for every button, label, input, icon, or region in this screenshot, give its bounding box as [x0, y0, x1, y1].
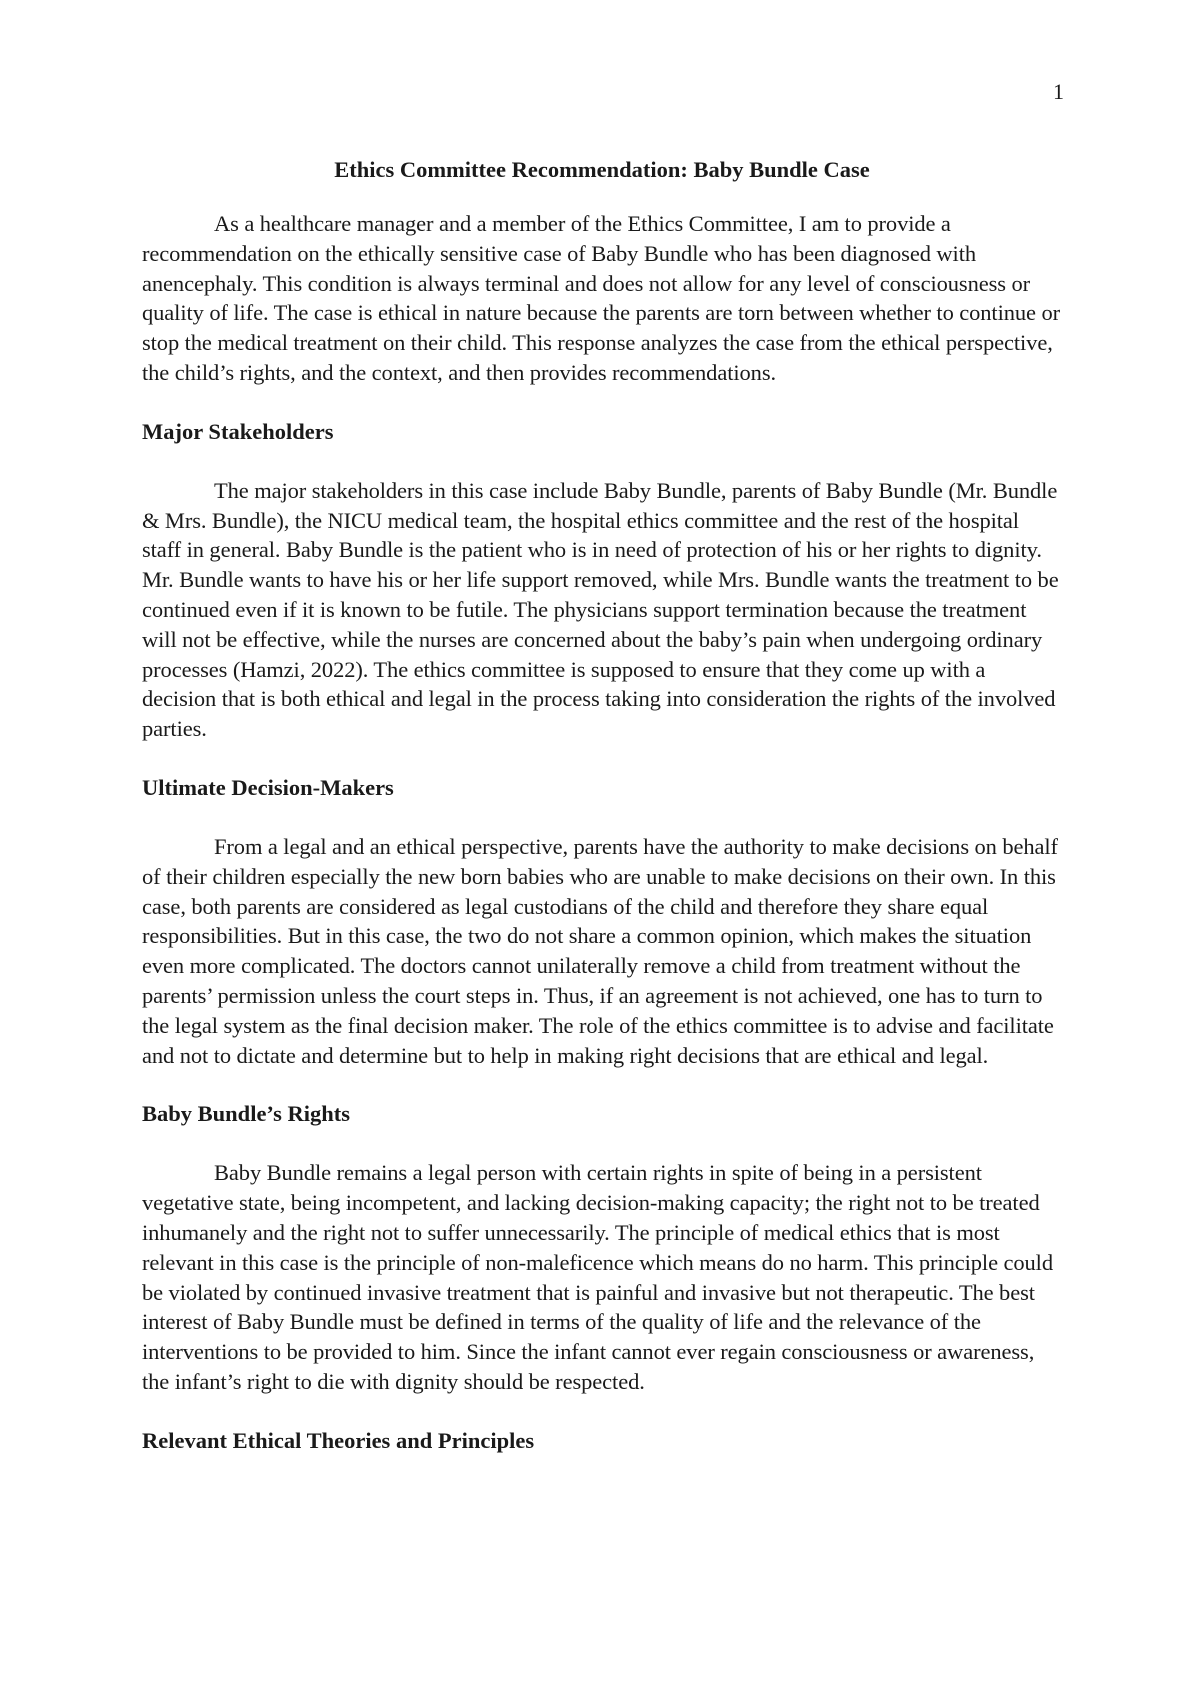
section-heading-ultimate-decision-makers: Ultimate Decision-Makers	[142, 774, 394, 800]
section-heading-major-stakeholders: Major Stakeholders	[142, 418, 334, 444]
section-body-baby-bundle-rights: Baby Bundle remains a legal person with certain rights in spite of being in a persistent vegetative state, being incompetent, and lacking decision-making capacity; the right not to be treated inhumanely and the right not to suffer unnecessarily. The principle of medical ethics that is most relevant in this case is the principle of non-maleficence which means do no harm. This principle could be violated by continued invasive treatment that is painful and invasive but not therapeutic. The best interest of Baby Bundle must be defined in terms of the quality of life and the relevance of the interventions to be provided to him. Since the infant cannot ever regain consciousness or awareness, the infant’s right to die with dignity should be respected.	[142, 1160, 1053, 1394]
intro-paragraph: As a healthcare manager and a member of the Ethics Committee, I am to provide a recommendation on the ethically sensitive case of Baby Bundle who has been diagnosed with anencephaly. This condition is always terminal and does not allow for any level of consciousness or quality of life. The case is ethical in nature because the parents are torn between whether to continue or stop the medical treatment on their child. This response analyzes the case from the ethical perspective, the child’s rights, and the context, and then provides recommendations.	[142, 211, 1060, 385]
page-number: 1	[1053, 79, 1064, 104]
section-heading-ethical-theories: Relevant Ethical Theories and Principles	[142, 1427, 535, 1453]
section-body-ultimate-decision-makers: From a legal and an ethical perspective, parents have the authority to make decisions on behalf of their children especially the new born babies who are unable to make decisions on their own. In this case, both parents are considered as legal custodians of the child and therefore they share equal responsibilities. But in this case, the two do not share a common opinion, which makes the situation even more complicated. The doctors cannot unilaterally remove a child from treatment without the parents’ permission unless the court steps in. Thus, if an agreement is not achieved, one has to turn to the legal system as the final decision maker. The role of the ethics committee is to advise and facilitate and not to dictate and determine but to help in making right decisions that are ethical and legal.	[142, 833, 1058, 1068]
document-body	[142, 155, 1062, 1485]
section-heading-baby-bundle-rights: Baby Bundle’s Rights	[142, 1101, 350, 1127]
section-body-major-stakeholders: The major stakeholders in this case include Baby Bundle, parents of Baby Bundle (Mr. Bundle & Mrs. Bundle), the NICU medical team, the hospital ethics committee and the rest of the hospital staff in general. Baby Bundle is the patient who is in need of protection of his or her rights to dignity. Mr. Bundle wants to have his or her life support removed, while Mrs. Bundle wants the treatment to be continued even if it is known to be futile. The physicians support termination because the treatment will not be effective, while the nurses are concerned about the baby’s pain when undergoing ordinary processes (Hamzi, 2022). The ethics committee is supposed to ensure that they come up with a decision that is both ethical and legal in the process taking into consideration the rights of the involved parties.	[142, 477, 1059, 742]
document-title: Ethics Committee Recommendation: Baby Bundle Case	[334, 157, 870, 182]
